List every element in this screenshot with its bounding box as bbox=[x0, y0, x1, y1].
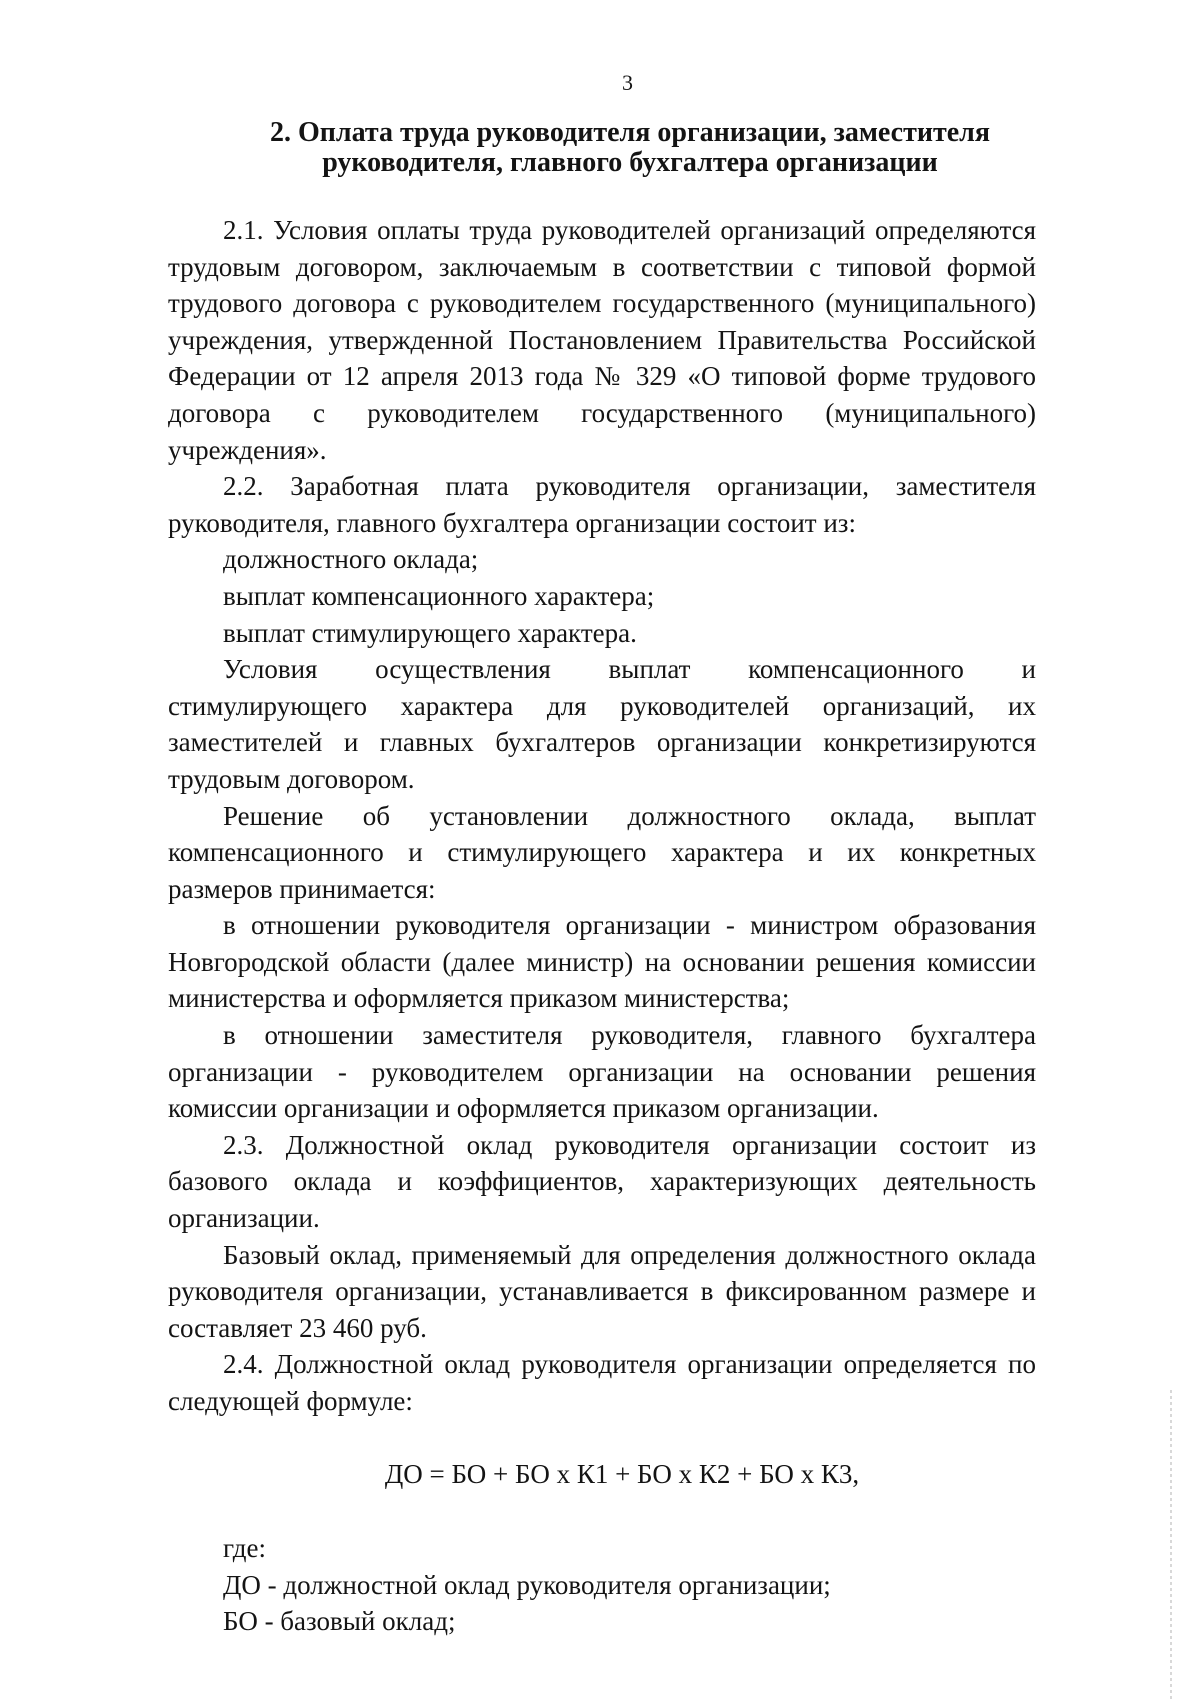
page-number: 3 bbox=[622, 70, 633, 95]
salary-formula: ДО = БО + БО х К1 + БО х К2 + БО х К3, bbox=[384, 1458, 860, 1489]
section-heading-line-2: руководителя, главного бухгалтера организации bbox=[322, 147, 938, 178]
paragraph-decision-deputy: в отношении заместителя руководителя, главного бухгалтера организации - руководителем организации на основании решения комиссии организации и оформляется приказом организации. bbox=[168, 1020, 1036, 1124]
list-item: выплат стимулирующего характера. bbox=[223, 617, 637, 648]
paragraph-base-salary: Базовый оклад, применяемый для определения должностного оклада руководителя организации, устанавливается в фиксированном размере и составляет 23 460 руб. bbox=[168, 1239, 1036, 1343]
paragraph-2-4: 2.4. Должностной оклад руководителя организации определяется по следующей формуле: bbox=[168, 1349, 1036, 1416]
paragraph-2-2: 2.2. Заработная плата руководителя организации, заместителя руководителя, главного бухгалтера организации состоит из: bbox=[168, 471, 1036, 538]
definition-do: ДО - должностной оклад руководителя организации; bbox=[223, 1569, 831, 1600]
document-body bbox=[168, 212, 1036, 1640]
paragraph-2-3: 2.3. Должностной оклад руководителя организации состоит из базового оклада и коэффициентов, характеризующих деятельность организации. bbox=[168, 1129, 1036, 1234]
where-label: где: bbox=[223, 1533, 266, 1564]
section-heading-line-1: 2. Оплата труда руководителя организации, заместителя bbox=[269, 117, 991, 148]
scan-edge-artifact bbox=[1170, 1390, 1172, 1700]
paragraph-decision-head: в отношении руководителя организации - министром образования Новгородской области (далее министр) на основании решения комиссии министерства и оформляется приказом министерства; bbox=[168, 910, 1036, 1014]
list-item: должностного оклада; bbox=[223, 544, 479, 575]
list-item: выплат компенсационного характера; bbox=[223, 580, 655, 611]
definition-bo: БО - базовый оклад; bbox=[223, 1606, 456, 1637]
section-heading bbox=[200, 118, 1060, 178]
paragraph-payment-conditions: Условия осуществления выплат компенсационного и стимулирующего характера для руководителей организаций, их заместителей и главных бухгалтеров организации конкретизируются трудовым договором. bbox=[168, 654, 1036, 794]
paragraph-decision: Решение об установлении должностного оклада, выплат компенсационного и стимулирующего характера и их конкретных размеров принимается: bbox=[168, 800, 1036, 904]
paragraph-2-1: 2.1. Условия оплаты труда руководителей организаций определяются трудовым договором, заключаемым в соответствии с типовой формой трудового договора с руководителем государственного (муниципального) учреждения, утвержденной Постановлением Правительства Российской Федерации от 12 апреля 2013 года № 329 «О типовой форме трудового договора с руководителем государственного (муниципального) учреждения». bbox=[168, 215, 1036, 465]
